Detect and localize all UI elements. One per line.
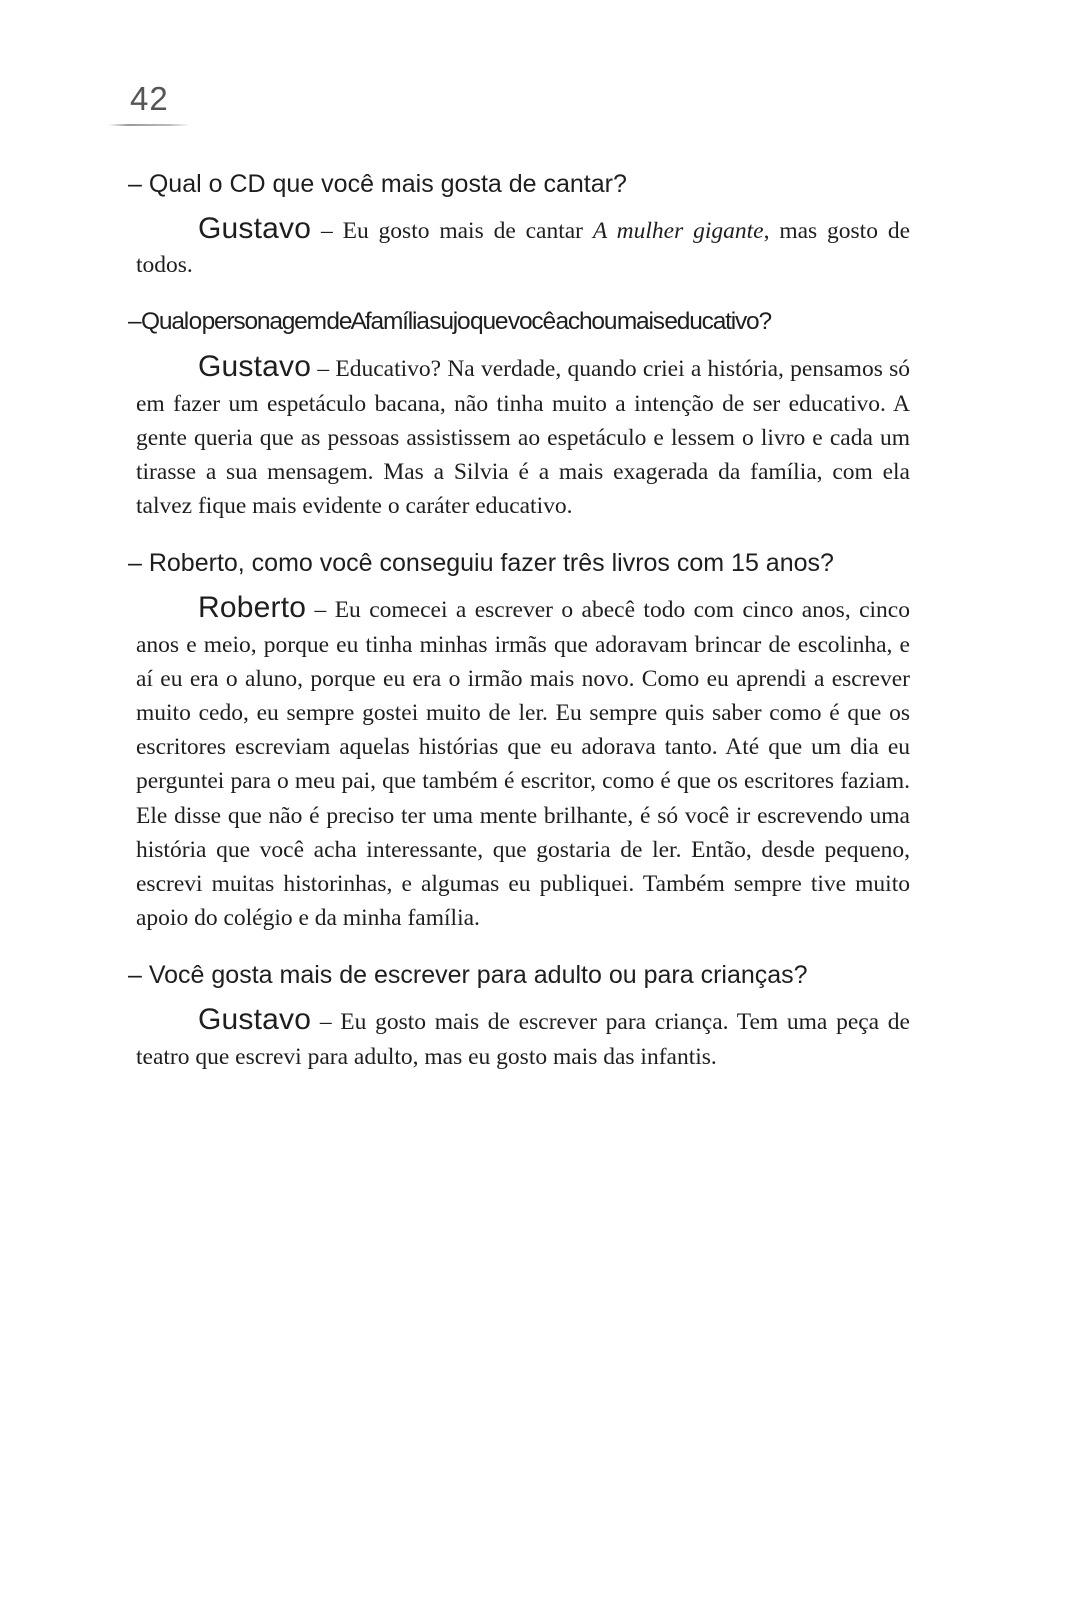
answer-text: – Eu gosto mais de cantar [311,218,593,244]
answer-text: – Eu gosto mais de escrever para criança. Tem uma peça de teatro que escrevi para adulto, mas eu gosto mais das infantis. [136,1009,910,1070]
page-number: 42 [130,80,169,117]
speaker-name: Gustavo [198,1003,312,1037]
answer-personagem [136,350,910,523]
speaker-name: Gustavo [198,212,312,245]
answer-text-end: , mas gosto de todos. [136,218,910,279]
answer-tres-livros [136,591,910,935]
answer-cd [136,212,910,282]
question-cd: – Qual o CD que você mais gosta de cantar? [128,170,627,198]
question-personagem: – Qual o personagem de A família sujo que você achou mais educativo? [128,308,771,336]
speaker-name: Roberto [198,591,307,625]
speaker-name: Gustavo [198,350,312,384]
answer-adulto-criancas [136,1003,910,1073]
interview-content [128,166,910,1096]
question-adulto-criancas: – Você gosta mais de escrever para adulto ou para crianças? [128,961,808,990]
answer-text: – Educativo? Na verdade, quando criei a história, pensamos só em fazer um espetáculo bacana, não tinha muito a intenção de ser educativo. A gente queria que as pessoas assistissem ao espetáculo e lessem o livro e cada um tirasse a sua mensagem. Mas a Silvia é a mais exagerada da família, com ela talvez fique mais evidente o caráter educativo. [136,356,910,520]
question-tres-livros: – Roberto, como você conseguiu fazer três livros com 15 anos? [128,549,834,578]
page-number-rule [108,124,190,126]
answer-text: – Eu comecei a escrever o abecê todo com cinco anos, cinco anos e meio, porque eu tinha minhas irmãs que adoravam brincar de escolinha, e aí eu era o aluno, porque eu era o irmão mais novo. Como eu aprendi a escrever muito cedo, eu sempre gostei muito de ler. Eu sempre quis saber como é que os escritores escreviam aquelas histórias que eu adorava tanto. Até que um dia eu perguntei para o meu pai, que também é escritor, como é que os escritores faziam. Ele disse que não é preciso ter uma mente brilhante, é só você ir escrevendo uma história que você acha interessante, que gostaria de ler. Então, desde pequeno, escrevi muitas historinhas, e algumas eu publiquei. Também sempre tive muito apoio do colégio e da minha família. [136,597,910,932]
answer-italic-title: A mulher gigante [592,218,764,244]
